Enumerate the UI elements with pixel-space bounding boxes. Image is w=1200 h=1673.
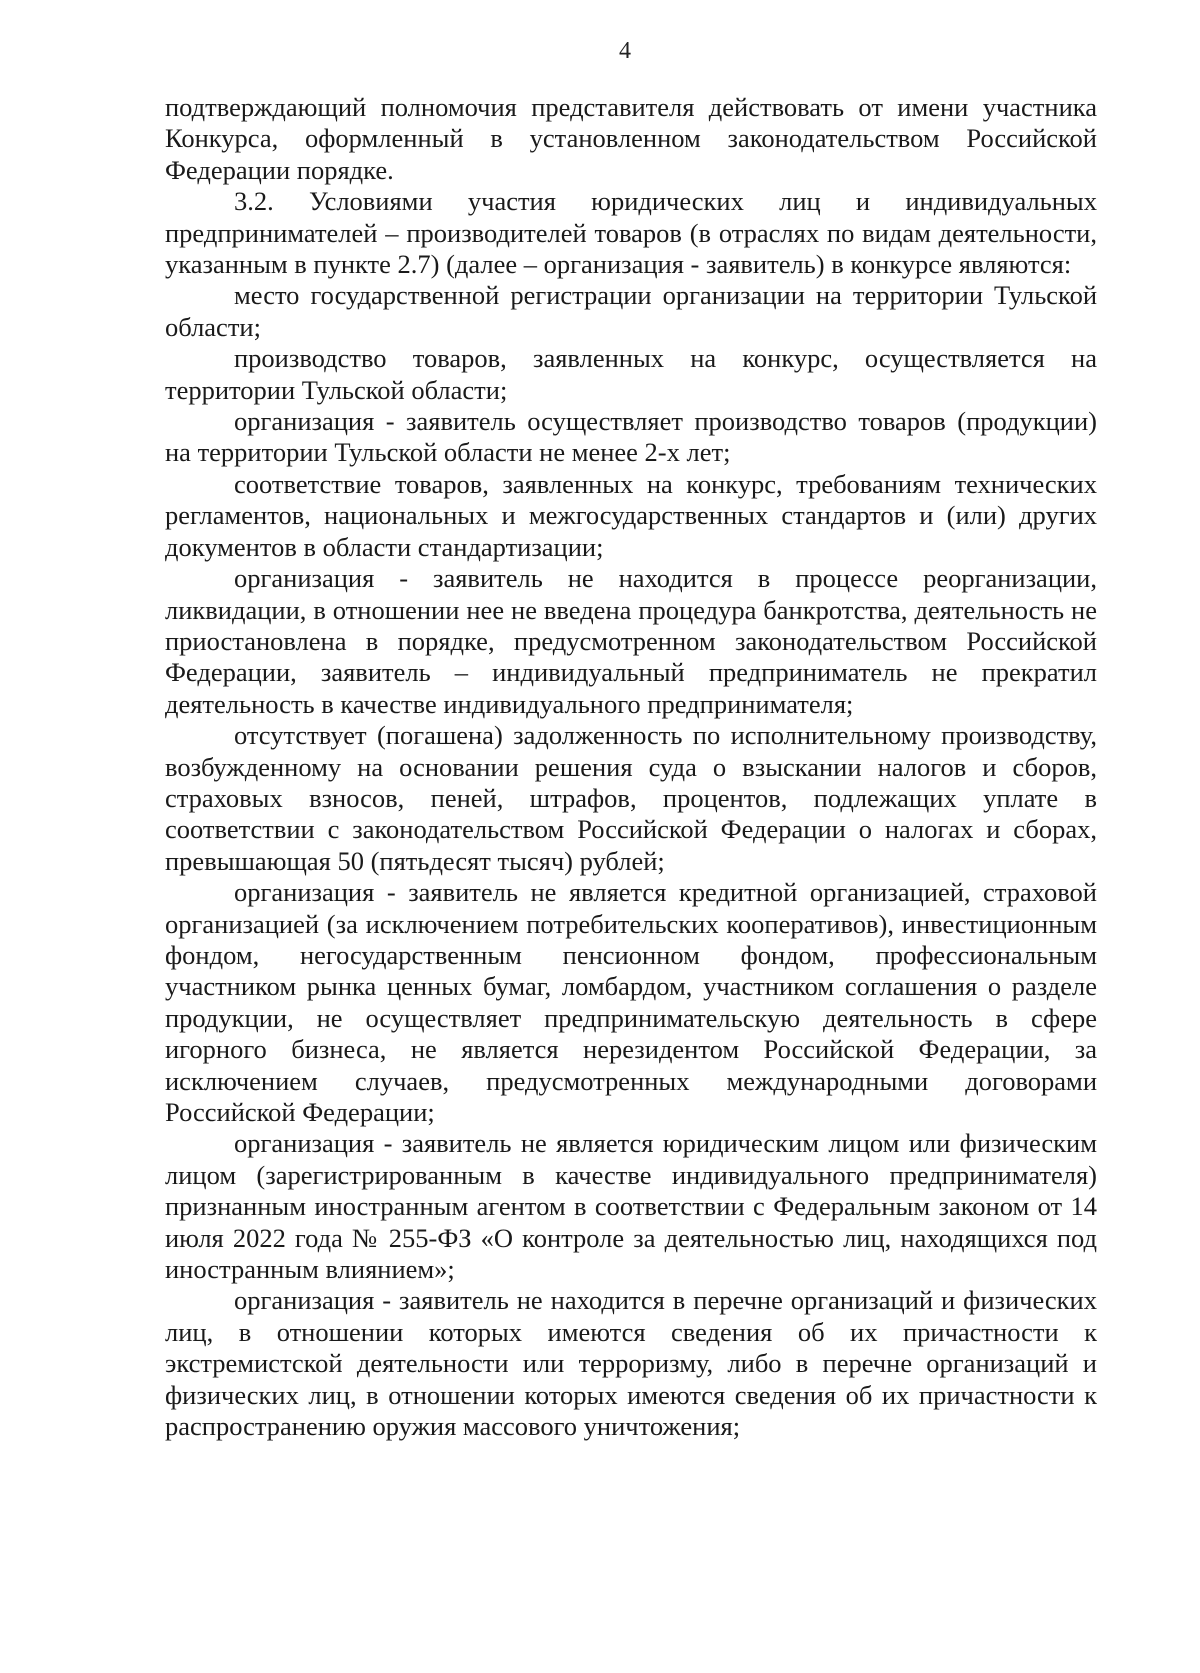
condition-not-foreign-agent: организация - заявитель не является юридическим лицом или физическим лицом (зарегистрированным в качестве индивидуального предпринимателя) признанным иностранным агентом в соответствии с Федеральным законом от 14 июля 2022 года № 255-ФЗ «О контроле за деятельностью лиц, находящихся под иностранным влиянием»; [165, 1128, 1097, 1285]
condition-production-territory: производство товаров, заявленных на конкурс, осуществляется на территории Тульской области; [165, 343, 1097, 405]
document-body [165, 92, 1097, 1442]
condition-not-credit-organization: организация - заявитель не является кредитной организацией, страховой организацией (за исключением потребительских кооперативов), инвестиционным фондом, негосударственным пенсионном фондом, профессиональным участником рынка ценных бумаг, ломбардом, участником соглашения о разделе продукции, не осуществляет предпринимательскую деятельность в сфере игорного бизнеса, не является нерезидентом Российской Федерации, за исключением случаев, предусмотренных международными договорами Российской Федерации; [165, 877, 1097, 1127]
page-number: 4 [619, 38, 631, 64]
condition-not-extremist-list: организация - заявитель не находится в перечне организаций и физических лиц, в отношении которых имеются сведения об их причастности к экстремистской деятельности или терроризму, либо в перечне организаций и физических лиц, в отношении которых имеются сведения об их причастности к распространению оружия массового уничтожения; [165, 1285, 1097, 1442]
paragraph-clause-3-2: 3.2. Условиями участия юридических лиц и индивидуальных предпринимателей – производителей товаров (в отраслях по видам деятельности, указанным в пункте 2.7) (далее – организация - заявитель) в конкурсе являются: [165, 186, 1097, 280]
condition-standards-compliance: соответствие товаров, заявленных на конкурс, требованиям технических регламентов, национальных и межгосударственных стандартов и (или) других документов в области стандартизации; [165, 468, 1097, 562]
condition-no-debt: отсутствует (погашена) задолженность по исполнительному производству, возбужденному на основании решения суда о взыскании налогов и сборов, страховых взносов, пеней, штрафов, процентов, подлежащих уплате в соответствии с законодательством Российской Федерации о налогах и сборах, превышающая 50 (пятьдесят тысяч) рублей; [165, 720, 1097, 876]
condition-no-reorganization: организация - заявитель не находится в процессе реорганизации, ликвидации, в отношении нее не введена процедура банкротства, деятельность не приостановлена в порядке, предусмотренном законодательством Российской Федерации, заявитель – индивидуальный предприниматель не прекратил деятельность в качестве индивидуального предпринимателя; [165, 563, 1097, 719]
paragraph-continuation: подтверждающий полномочия представителя действовать от имени участника Конкурса, оформленный в установленном законодательством Российской Федерации порядке. [165, 92, 1097, 185]
condition-production-duration: организация - заявитель осуществляет производство товаров (продукции) на территории Тульской области не менее 2-х лет; [165, 406, 1097, 468]
condition-registration-place: место государственной регистрации организации на территории Тульской области; [165, 280, 1097, 342]
